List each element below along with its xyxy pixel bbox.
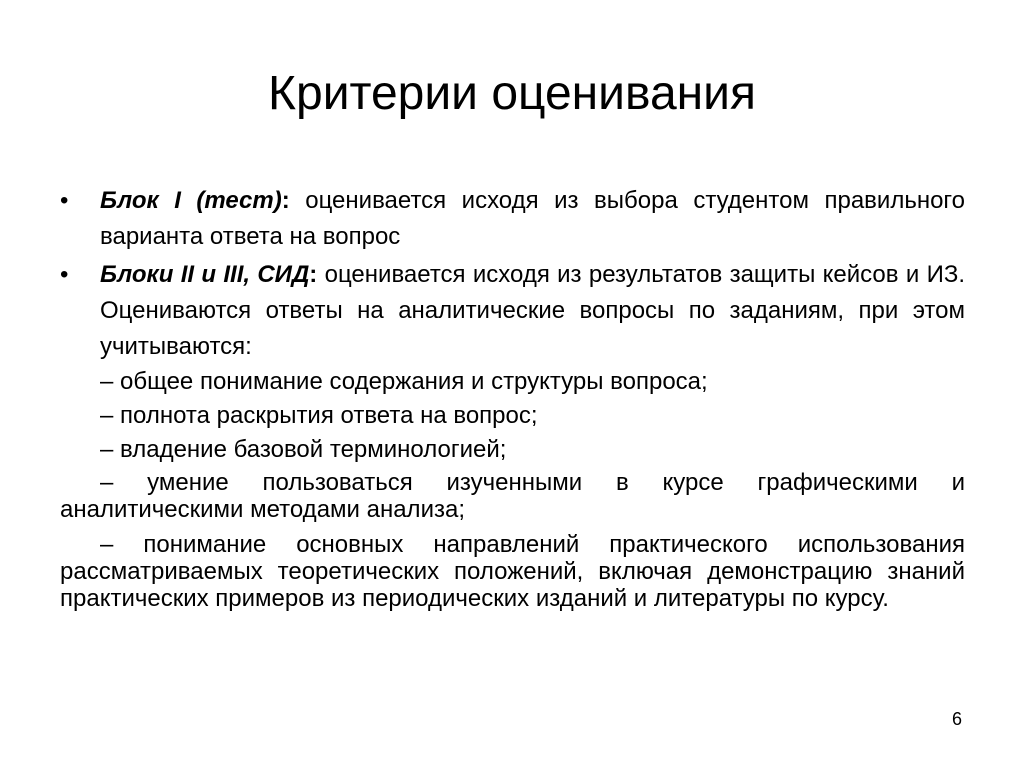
bullet-colon: : [309, 261, 318, 288]
sub-item-practical-use: – понимание основных направлений практического использования рассматриваемых теоретических положений, включая демонстрацию знаний практических примеров из периодических изданий и литературы по курсу. [60, 531, 965, 612]
bullet-colon: : [281, 187, 290, 214]
bullet-icon: • [60, 261, 69, 288]
slide-title: Критерии оценивания [268, 67, 756, 120]
bullet-text: оценивается исходя из результатов защиты кейсов и ИЗ. Оцениваются ответы на аналитические вопросы по заданиям, при этом учитываются: [100, 261, 965, 360]
sub-item-understanding: – общее понимание содержания и структуры вопроса; [100, 368, 708, 395]
sub-item-completeness: – полнота раскрытия ответа на вопрос; [100, 402, 538, 429]
bullet-icon: • [60, 187, 69, 214]
bullet-heading: Блок I (тест) [100, 187, 282, 214]
sub-item-terminology: – владение базовой терминологией; [100, 436, 507, 463]
page-number: 6 [951, 709, 962, 729]
slide-content [60, 183, 965, 612]
sub-item-methods: – умение пользоваться изученными в курсе графическими и аналитическими методами анализа; [60, 469, 965, 523]
bullet-item-block-1 [60, 183, 965, 255]
bullet-text: оценивается исходя из выбора студентом правильного варианта ответа на вопрос [100, 187, 966, 250]
bullet-item-blocks-2-3 [60, 257, 965, 365]
bullet-heading: Блоки II и III, СИД [100, 261, 310, 288]
